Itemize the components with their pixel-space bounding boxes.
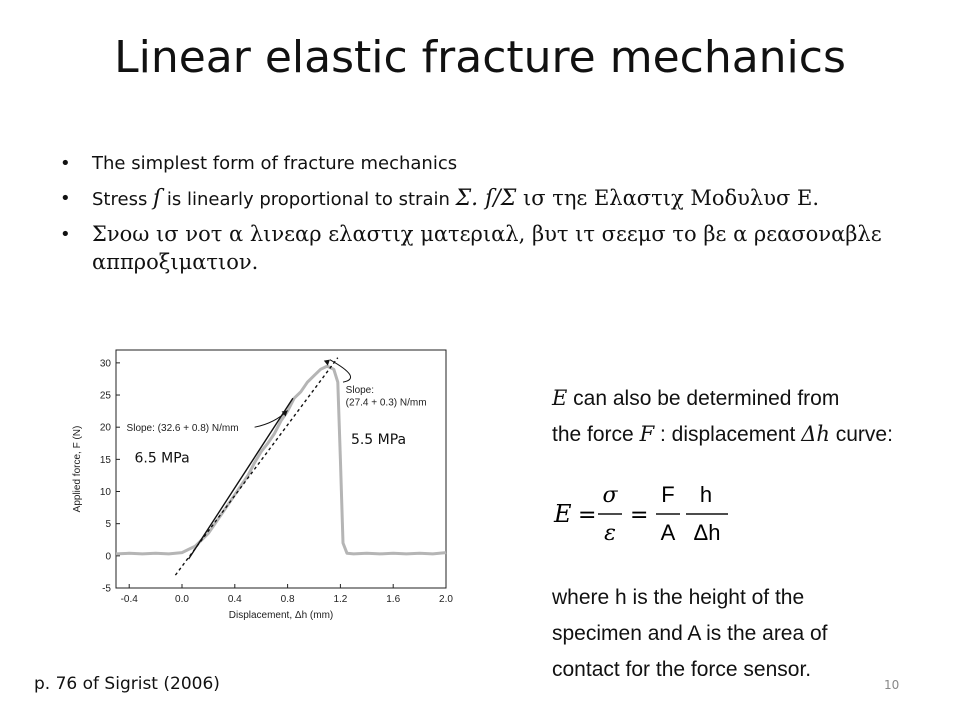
panel-line: specimen and A is the area of [552,622,828,645]
bullet-text: Stress [92,189,154,210]
eq-area: A [660,520,676,545]
eq-sigma: σ [602,483,618,508]
x-tick-label: 1.2 [333,594,348,605]
bullet-item [60,221,910,277]
panel-line [552,380,932,416]
strain-ratio-symbol: Σ. ſ/Σ [455,186,517,211]
stress-symbol: ſ [153,186,162,211]
bullet-greek-text: Σνοω ισ νοτ α λινεαρ ελαστιχ ματεριαλ, βυτ ιτ σεεμσ το βε α ρεασοναβλε αππροξιματιον. [92,222,882,274]
source-citation: p. 76 of Sigrist (2006) [34,674,220,694]
eq-height: h [699,482,713,507]
chart-annotation: Slope: (32.6 + 0.8) N/mm [126,423,239,435]
equation-svg [552,478,752,550]
eq-lhs: E [554,500,572,528]
y-tick-label: 10 [99,487,111,499]
chart-annotation: Slope: [345,385,375,397]
x-tick-label: 2.0 [439,594,453,605]
x-tick-label: 0.0 [175,594,189,605]
eq-equals: = [578,503,597,528]
overlay-label: 6.5 MPa [134,450,190,467]
explanation-panel [552,380,932,688]
panel-line [552,416,932,452]
chart-annotation: (27.4 + 0.3) N/mm [345,397,427,409]
chart-svg [66,340,456,620]
panel-line: where h is the height of the [552,586,805,609]
panel-text: : displacement [654,423,802,446]
bullet-text: The simplest form of fracture mechanics [92,153,458,174]
y-tick-label: 5 [105,519,111,531]
panel-text: can also be determined from [567,387,840,410]
modulus-equation [552,478,932,550]
symbol-e: E [552,386,568,410]
panel-text: the force [552,423,640,446]
bullet-text: is linearly proportional to strain [161,189,456,210]
bullet-item [60,150,910,177]
y-tick-label: 25 [99,390,111,402]
eq-equals: = [630,503,649,528]
slide-title: Linear elastic fracture mechanics [114,32,846,83]
bullet-dot: • [60,153,71,174]
eq-delta-h: Δh [693,520,721,545]
panel-text: curve: [829,423,893,446]
y-axis-label: Applied force, F (N) [72,425,83,513]
x-tick-label: 0.4 [227,594,242,605]
bullet-dot: • [60,224,71,245]
y-tick-label: 30 [99,358,111,370]
x-tick-label: 0.8 [280,594,295,605]
eq-epsilon: ε [604,521,616,546]
x-tick-label: 1.6 [386,594,401,605]
y-tick-label: 15 [99,454,111,466]
eq-force: F [661,482,675,507]
symbol-delta-h: Δh [801,422,830,446]
y-tick-label: -5 [102,583,111,595]
panel-line: contact for the force sensor. [552,658,812,681]
x-tick-label: -0.4 [120,594,138,605]
overlay-label: 5.5 MPa [350,431,407,448]
bullet-dot: • [60,188,71,209]
force-displacement-chart [66,340,456,620]
symbol-f: F [639,422,655,446]
page-number: 10 [884,678,900,692]
y-tick-label: 0 [105,551,111,563]
bullet-greek-text: ισ τηε Ελαστιχ Μοδυλυσ Ε. [516,186,820,210]
x-axis-label: Displacement, Δh (mm) [228,610,334,620]
bullet-list [60,150,910,285]
y-tick-label: 20 [99,422,111,434]
bullet-item [60,185,910,213]
